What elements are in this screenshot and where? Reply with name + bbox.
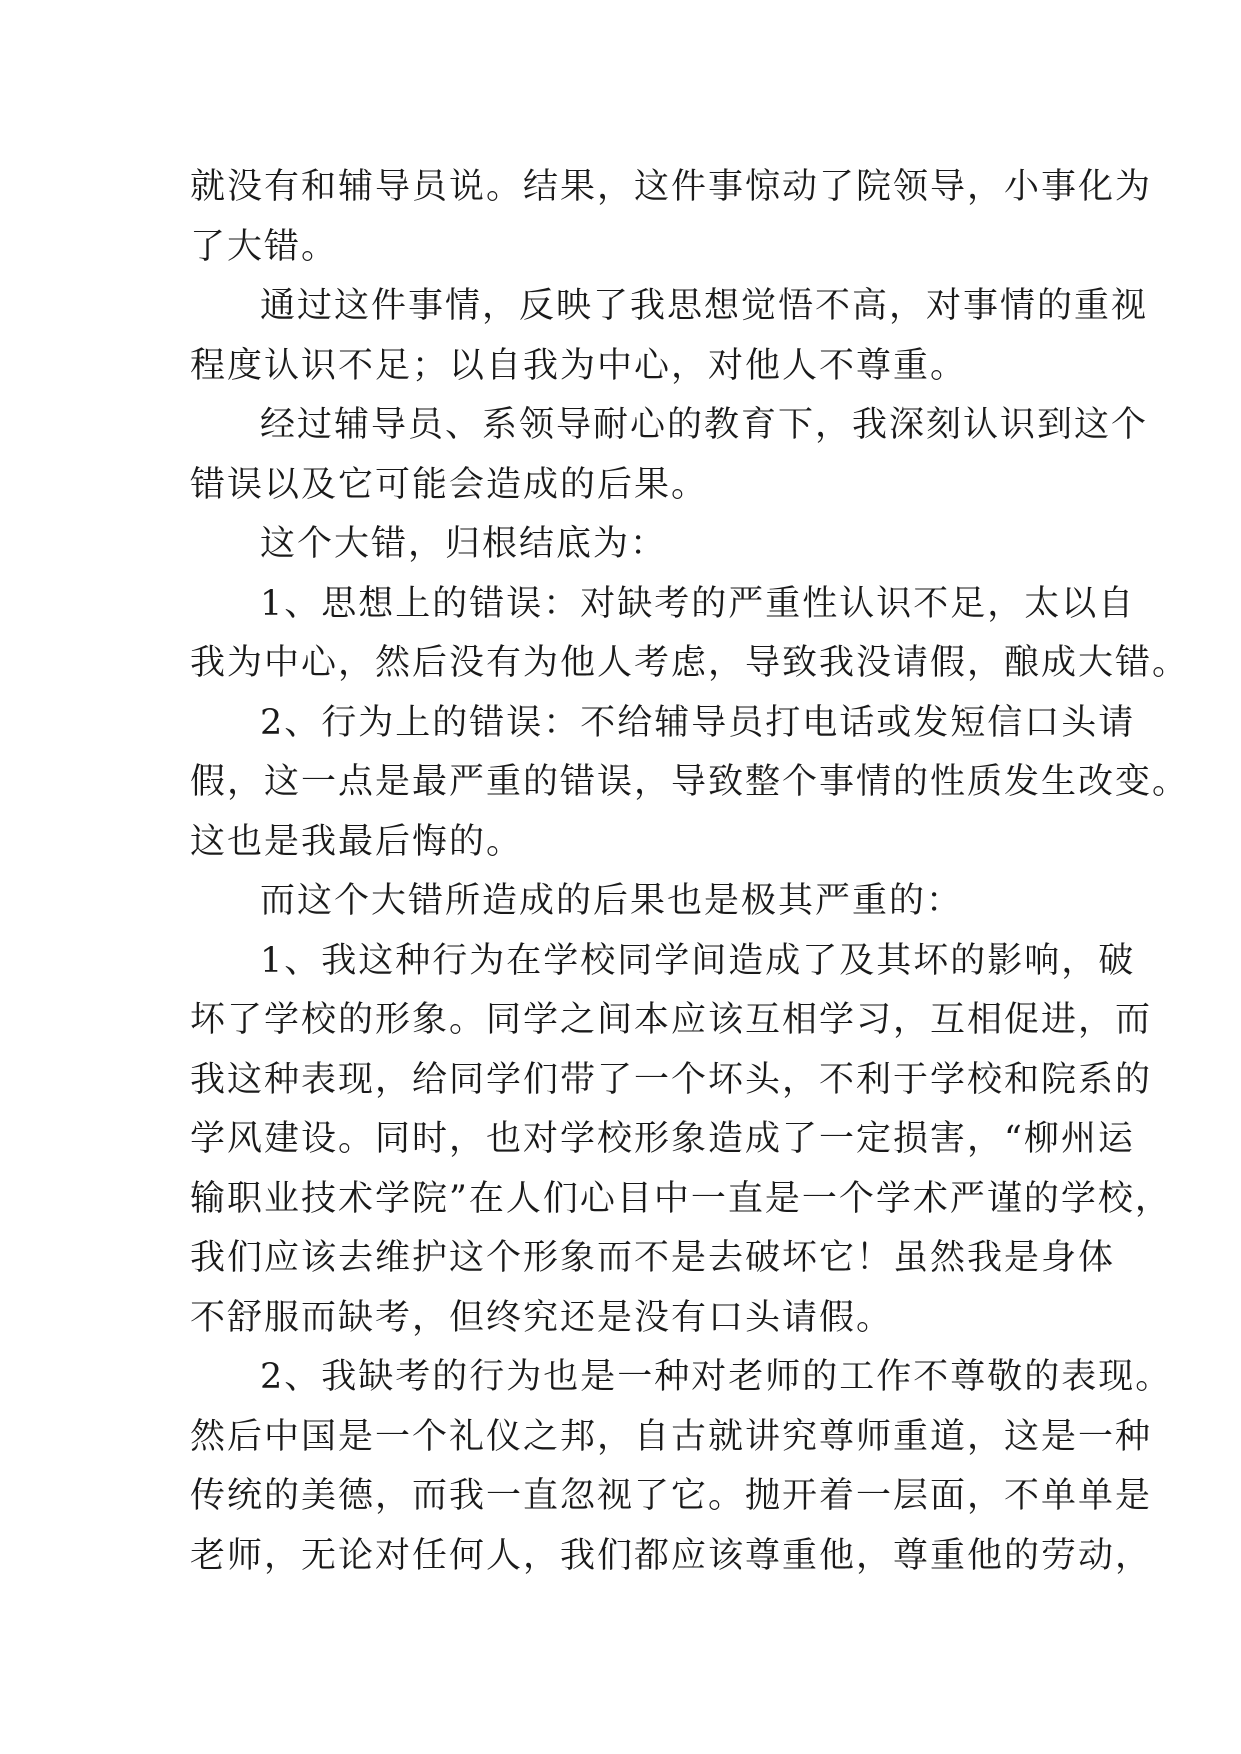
text-line: 程度认识不足；以自我为中心，对他人不尊重。 (190, 345, 968, 386)
text-line: 传统的美德，而我一直忽视了它。抛开着一层面，不单单是 (190, 1476, 1153, 1516)
text-line: 错误以及它可能会造成的后果。 (190, 464, 709, 505)
text-line: 通过这件事情，反映了我思想觉悟不高，对事情的重视 (260, 286, 1149, 326)
text-line: 我们应该去维护这个形象而不是去破坏它！虽然我是身体 (190, 1238, 1116, 1278)
text-line: 不舒服而缺考，但终究还是没有口头请假。 (190, 1297, 894, 1338)
text-line: 老师，无论对任何人，我们都应该尊重他，尊重他的劳动， (190, 1535, 1153, 1576)
text-line: 而这个大错所造成的后果也是极其严重的： (260, 881, 964, 921)
document-body (190, 158, 1190, 1586)
text-line: 1、思想上的错误：对缺考的严重性认识不足，太以自 (260, 583, 1136, 624)
text-line: 输职业技术学院”在人们心目中一直是一个学术严谨的学校， (190, 1178, 1172, 1219)
text-line: 2、我缺考的行为也是一种对老师的工作不尊敬的表现。 (260, 1357, 1173, 1397)
text-line: 了大错。 (190, 226, 339, 267)
text-line: 然后中国是一个礼仪之邦，自古就讲究尊师重道，这是一种 (190, 1416, 1153, 1457)
text-line: 就没有和辅导员说。结果，这件事惊动了院领导，小事化为 (190, 167, 1153, 207)
text-line: 坏了学校的形象。同学之间本应该互相学习，互相促进，而 (190, 1000, 1153, 1040)
text-line: 这个大错，归根结底为： (260, 524, 668, 564)
text-line: 假，这一点是最严重的错误，导致整个事情的性质发生改变。 (190, 762, 1190, 802)
text-line: 经过辅导员、系领导耐心的教育下，我深刻认识到这个 (260, 405, 1149, 445)
text-line: 2、行为上的错误：不给辅导员打电话或发短信口头请 (260, 702, 1136, 743)
text-line: 学风建设。同时，也对学校形象造成了一定损害，“柳州运 (190, 1119, 1135, 1159)
text-line: 这也是我最后悔的。 (190, 821, 524, 862)
text-line: 1、我这种行为在学校同学间造成了及其坏的影响，破 (260, 940, 1136, 981)
text-line: 我为中心，然后没有为他人考虑，导致我没请假，酿成大错。 (190, 643, 1190, 683)
text-line: 我这种表现，给同学们带了一个坏头，不利于学校和院系的 (190, 1059, 1153, 1100)
